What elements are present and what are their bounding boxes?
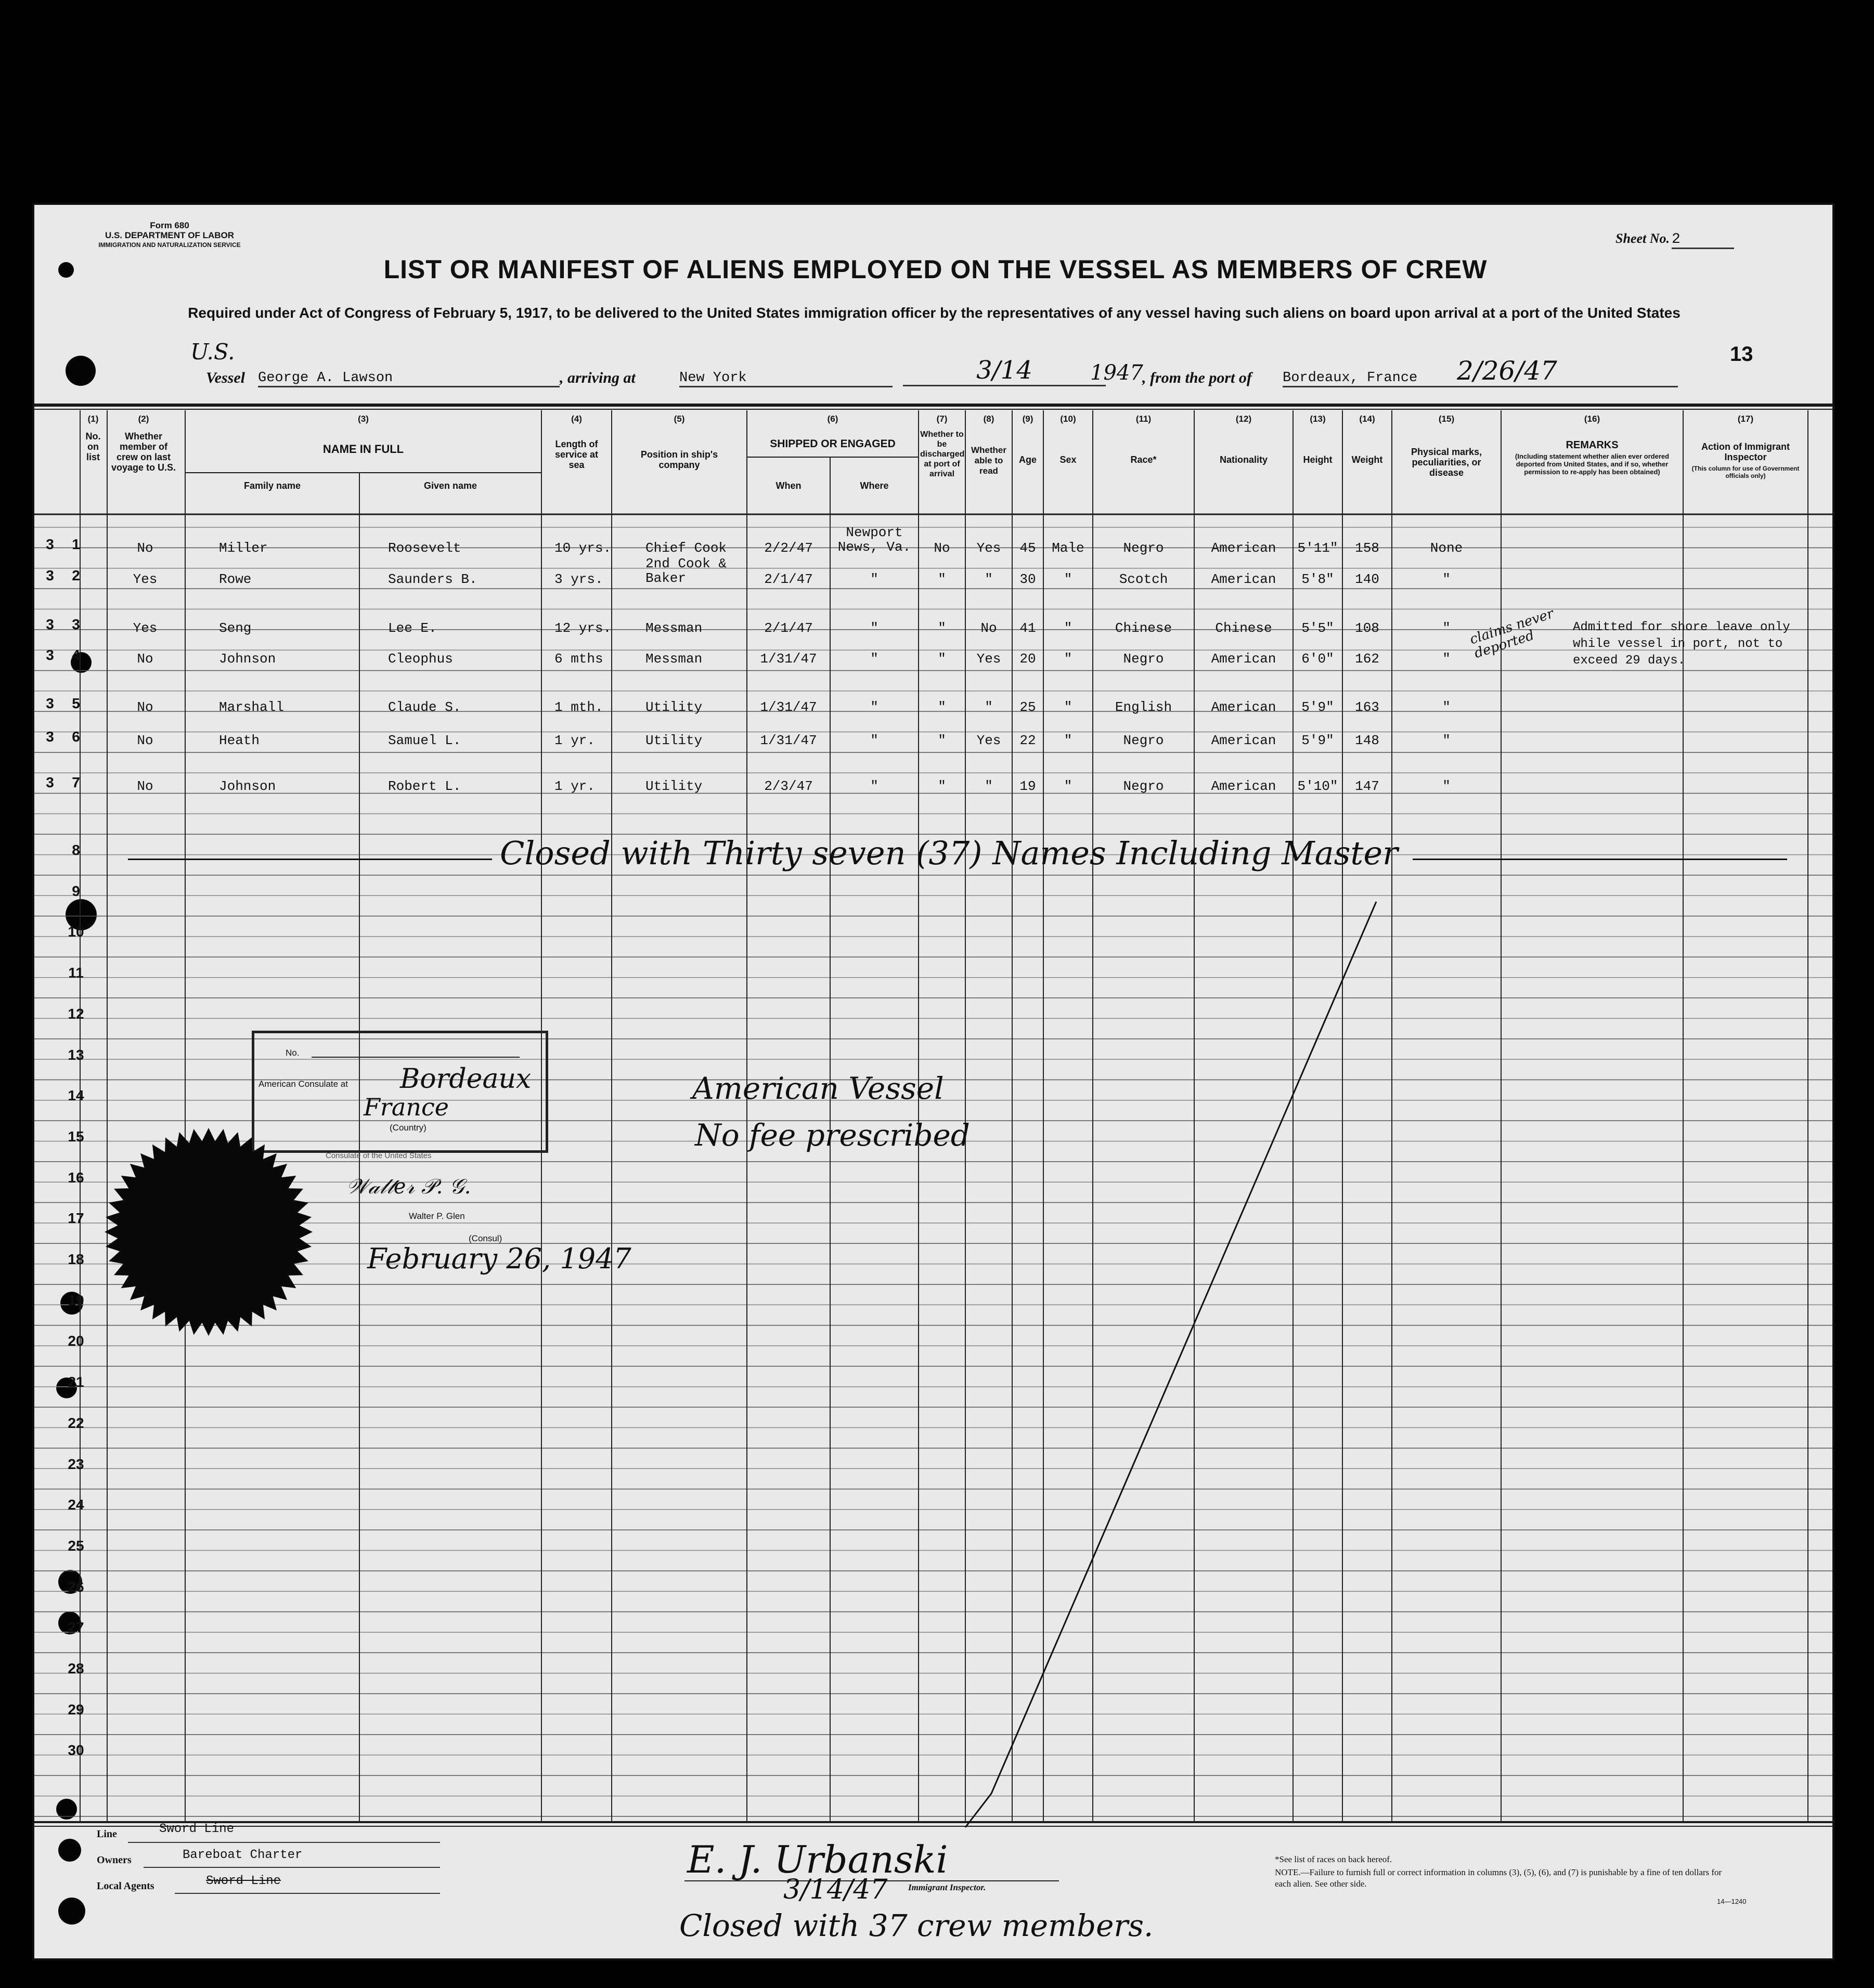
cell-discharged: " (938, 571, 946, 587)
cell-when: 2/2/47 (764, 540, 813, 556)
cell-height: 5'9" (1301, 699, 1334, 715)
cell-race: Negro (1123, 540, 1164, 556)
row-number: 14 (68, 1087, 84, 1104)
closed-annotation: Closed with Thirty seven (37) Names Including Master (500, 834, 1398, 872)
cell-height: 5'8" (1301, 571, 1334, 587)
col-5-number: (5) (674, 414, 685, 424)
cell-service: 1 mth. (554, 699, 603, 715)
cell-marks: " (1442, 651, 1451, 667)
cell-marks: " (1442, 571, 1451, 587)
page-subtitle: Required under Act of Congress of February 5, 1917, to be delivered to the United States immigration officer by the representatives of any vessel having such aliens on board upon arrival at a port of the United States (188, 305, 1681, 321)
cell-discharged: " (938, 733, 946, 748)
cell-height: 5'5" (1301, 620, 1334, 636)
col-7-number: (7) (936, 414, 948, 424)
cell-discharged: " (938, 651, 946, 667)
cell-where: Newport News, Va. (837, 525, 911, 555)
cell-position: Messman (645, 651, 703, 667)
cell-position: Utility (645, 699, 703, 715)
row-line-prefix: 3 (46, 729, 54, 745)
col-17-number: (17) (1737, 414, 1754, 424)
stamp-consulate-label: American Consulate at (259, 1079, 348, 1089)
cell-family: Miller (219, 540, 268, 556)
cell-discharged: " (938, 699, 946, 715)
cell-family: Marshall (219, 699, 284, 715)
closed-crew-note: Closed with 37 crew members. (679, 1908, 1154, 1943)
cell-service: 3 yrs. (554, 571, 603, 587)
cell-when: 2/1/47 (764, 571, 813, 587)
col-15-header: Physical marks, peculiarities, or disease (1411, 447, 1482, 478)
cell-position: Chief Cook (645, 540, 727, 556)
stamp-country: France (364, 1093, 449, 1121)
agents-rule (175, 1893, 440, 1894)
cell-weight: 162 (1355, 651, 1379, 667)
stamp-no-label: No. (286, 1048, 300, 1058)
cell-height: 5'10" (1297, 778, 1338, 794)
cell-nationality: American (1211, 540, 1276, 556)
col-1-header: No. on list (85, 431, 101, 462)
cell-weight: 108 (1355, 620, 1379, 636)
cell-family: Seng (219, 620, 252, 636)
cell-prior: No (137, 540, 153, 556)
cell-read: Yes (976, 733, 1001, 748)
cell-read: Yes (976, 540, 1001, 556)
cell-service: 6 mths (554, 651, 603, 667)
cell-when: 1/31/47 (760, 651, 817, 667)
consul-signature: 𝒲𝒶𝓁𝓉𝑒𝓇 𝒫. 𝒢. (346, 1175, 471, 1199)
row-number: 8 (72, 842, 80, 858)
row-number: 19 (68, 1292, 84, 1308)
col-16-number: (16) (1584, 414, 1600, 424)
row-line-prefix: 3 (46, 647, 54, 663)
cell-discharged: " (938, 778, 946, 794)
stamp-city: Bordeaux (400, 1063, 532, 1095)
cell-service: 10 yrs. (554, 540, 612, 556)
row-line-prefix: 3 (46, 567, 54, 583)
arrival-date: 3/14 (903, 356, 1106, 386)
row-number: 2 (72, 567, 80, 583)
family-name-header: Family name (243, 480, 301, 491)
vessel-label: Vessel (206, 369, 245, 386)
departure-date: 2/26/47 (1457, 356, 1557, 386)
col-13-header: Height (1303, 454, 1333, 465)
row-number: 24 (68, 1497, 84, 1513)
row-line-prefix: 3 (46, 695, 54, 711)
col-14-number: (14) (1359, 414, 1375, 424)
row-number: 29 (68, 1701, 84, 1718)
row-number: 25 (68, 1537, 84, 1554)
closed-rule-left (128, 859, 492, 860)
penalty-note: NOTE.—Failure to furnish full or correct information in columns (3), (5), (6), and (7) is punishable by a fine of ten dollars for each alien. See other side. (1275, 1867, 1722, 1889)
row-line-prefix: 3 (46, 536, 54, 552)
claims-note: claims never deported (1468, 606, 1556, 662)
row-number: 26 (68, 1578, 84, 1595)
stamp-no-rule (312, 1057, 520, 1058)
cell-height: 6'0" (1301, 651, 1334, 667)
col-11-header: Race* (1130, 454, 1157, 465)
col-10-header: Sex (1059, 454, 1077, 465)
row-number: 11 (68, 965, 84, 981)
cell-marks: " (1442, 620, 1451, 636)
cell-sex: Male (1052, 540, 1084, 556)
cell-nationality: American (1211, 651, 1276, 667)
cell-family: Johnson (219, 651, 276, 667)
cell-read: " (985, 699, 993, 715)
consulate-stamp (252, 1031, 548, 1153)
cell-given: Claude S. (388, 699, 461, 715)
cell-weight: 140 (1355, 571, 1379, 587)
cell-marks: " (1442, 699, 1451, 715)
row-number: 20 (68, 1333, 84, 1349)
cell-when: 1/31/47 (760, 733, 817, 748)
col-17-header: Action of Immigrant Inspector (1701, 441, 1790, 462)
row-number: 28 (68, 1660, 84, 1677)
cell-where: " (870, 733, 878, 748)
col-7-header: Whether to be discharged at port of arrival (920, 430, 965, 478)
cell-sex: " (1064, 651, 1072, 667)
cell-read: Yes (976, 651, 1001, 667)
inspector-label: Immigrant Inspector. (908, 1882, 986, 1892)
col-15-number: (15) (1438, 414, 1455, 424)
col-8-header: Whether able to read (971, 445, 1006, 476)
row-number: 6 (72, 729, 80, 745)
cell-age: 20 (1019, 651, 1036, 667)
cell-position: Messman (645, 620, 703, 636)
col-6-number: (6) (827, 414, 838, 424)
page-title: LIST OR MANIFEST OF ALIENS EMPLOYED ON THE VESSEL AS MEMBERS OF CREW (383, 255, 1488, 284)
cell-service: 1 yr. (554, 733, 596, 748)
cell-marks: " (1442, 733, 1451, 748)
cell-where: " (870, 620, 878, 636)
col-4-header: Length of service at sea (554, 439, 599, 470)
cell-given: Robert L. (388, 778, 461, 794)
cell-nationality: American (1211, 778, 1276, 794)
cell-prior: Yes (133, 620, 158, 636)
row-line-prefix: 3 (46, 774, 54, 790)
col-16-note: (Including statement whether alien ever ordered deported from United States, and if so, whether permission to re-apply has been obtained) (1515, 452, 1670, 476)
cell-weight: 158 (1355, 540, 1379, 556)
row-number: 15 (68, 1128, 84, 1145)
row-number: 1 (72, 536, 80, 552)
line-rule (128, 1842, 440, 1843)
cell-prior: No (137, 699, 153, 715)
cell-race: Negro (1123, 778, 1164, 794)
cell-weight: 163 (1355, 699, 1379, 715)
col-2-number: (2) (138, 414, 149, 424)
us-note: U.S. (190, 339, 235, 365)
row-number: 7 (72, 774, 80, 790)
from-port: Bordeaux, France (1283, 370, 1678, 387)
cell-weight: 148 (1355, 733, 1379, 748)
cell-service: 1 yr. (554, 778, 596, 794)
manifest-sheet (32, 203, 1834, 1960)
col-9-header: Age (1018, 454, 1037, 465)
col-5-header: Position in ship's company (640, 449, 718, 470)
row-number: 30 (68, 1742, 84, 1759)
cell-when: 2/1/47 (764, 620, 813, 636)
sheet-value: 2 (1672, 231, 1734, 249)
arriving-label: , arriving at (560, 369, 636, 386)
cell-sex: " (1064, 778, 1072, 794)
row-number: 16 (68, 1169, 84, 1186)
agents-label: Local Agents (97, 1880, 154, 1892)
col-16-header: REMARKS (1566, 439, 1619, 451)
vessel-name: George A. Lawson (258, 370, 560, 387)
cell-where: " (870, 778, 878, 794)
department-name: U.S. DEPARTMENT OF LABOR (105, 230, 235, 240)
row-number: 10 (68, 924, 84, 940)
cell-race: English (1115, 699, 1172, 715)
col-17-note: (This column for use of Government officials only) (1691, 465, 1800, 479)
cell-age: 25 (1019, 699, 1036, 715)
cell-marks: None (1430, 540, 1463, 556)
cell-weight: 147 (1355, 778, 1379, 794)
cell-race: Chinese (1115, 620, 1172, 636)
no-fee-note: No fee prescribed (695, 1118, 970, 1153)
col-14-header: Weight (1351, 454, 1383, 465)
cell-age: 22 (1019, 733, 1036, 748)
row-number: 5 (72, 695, 80, 711)
stamp-seal-text: Consulate of the United States (326, 1151, 432, 1160)
cell-read: No (980, 620, 997, 636)
consul-signer-name: Walter P. Glen (409, 1211, 465, 1221)
sheet-label: Sheet No. (1615, 231, 1670, 246)
cell-sex: " (1064, 571, 1072, 587)
cell-when: 1/31/47 (760, 699, 817, 715)
row-3-remarks: Admitted for shore leave only while vessel in port, not to exceed 29 days. (1573, 620, 1790, 668)
col-3-header: NAME IN FULL (322, 443, 404, 456)
cell-family: Johnson (219, 778, 276, 794)
where-header: Where (860, 480, 889, 491)
given-name-header: Given name (423, 480, 477, 491)
cell-height: 5'9" (1301, 733, 1334, 748)
races-note: *See list of races on back hereof. (1275, 1854, 1392, 1864)
consul-date: February 26, 1947 (367, 1242, 631, 1275)
col-9-number: (9) (1022, 414, 1033, 424)
row-number: 22 (68, 1414, 84, 1431)
closed-rule-right (1413, 859, 1787, 860)
cell-age: 45 (1019, 540, 1036, 556)
cell-discharged: No (934, 540, 950, 556)
row-number: 17 (68, 1210, 84, 1227)
owners-label: Owners (97, 1854, 132, 1866)
cell-position: Utility (645, 778, 703, 794)
owners-value: Bareboat Charter (183, 1848, 303, 1862)
cell-nationality: American (1211, 571, 1276, 587)
cell-sex: " (1064, 620, 1072, 636)
col-13-number: (13) (1310, 414, 1326, 424)
col-8-number: (8) (983, 414, 994, 424)
row-number: 21 (68, 1374, 84, 1391)
print-code: 14—1240 (1717, 1898, 1747, 1905)
cell-prior: No (137, 733, 153, 748)
cell-read: " (985, 571, 993, 587)
inspector-signature: E. J. Urbanski (687, 1838, 948, 1881)
cell-prior: No (137, 778, 153, 794)
cell-family: Heath (219, 733, 260, 748)
col-1-number: (1) (87, 414, 99, 424)
cell-where: " (870, 571, 878, 587)
row-number: 13 (68, 1046, 84, 1063)
cell-where: " (870, 699, 878, 715)
col-12-header: Nationality (1219, 454, 1268, 465)
cell-given: Roosevelt (388, 540, 461, 556)
when-header: When (776, 480, 802, 491)
cell-age: 19 (1019, 778, 1036, 794)
row-number: 4 (72, 647, 80, 663)
cell-nationality: American (1211, 699, 1276, 715)
page-number: 13 (1730, 343, 1753, 366)
col-11-number: (11) (1135, 414, 1152, 424)
row-number: 12 (68, 1005, 84, 1022)
arriving-port: New York (679, 370, 893, 387)
cell-race: Negro (1123, 651, 1164, 667)
cell-given: Lee E. (388, 620, 437, 636)
cell-age: 30 (1019, 571, 1036, 587)
cell-service: 12 yrs. (554, 620, 612, 636)
col-4-number: (4) (571, 414, 582, 424)
agents-value: Sword Line (206, 1874, 281, 1888)
cell-given: Cleophus (388, 651, 453, 667)
row-number: 3 (72, 616, 80, 632)
cell-nationality: American (1211, 733, 1276, 748)
cell-race: Negro (1123, 733, 1164, 748)
cell-where: " (870, 651, 878, 667)
form-number: Form 680 (150, 220, 189, 230)
cell-sex: " (1064, 699, 1072, 715)
row-number: 18 (68, 1251, 84, 1267)
col-10-number: (10) (1060, 414, 1076, 424)
cell-sex: " (1064, 733, 1072, 748)
from-label: , from the port of (1142, 369, 1252, 386)
cell-height: 5'11" (1297, 540, 1338, 556)
cell-when: 2/3/47 (764, 778, 813, 794)
line-label: Line (97, 1828, 117, 1840)
row-number: 9 (72, 882, 80, 899)
cell-discharged: " (938, 620, 946, 636)
cell-marks: " (1442, 778, 1451, 794)
consul-label: (Consul) (469, 1233, 502, 1243)
row-line-prefix: 3 (46, 616, 54, 632)
cell-read: " (985, 778, 993, 794)
cell-nationality: Chinese (1215, 620, 1272, 636)
cell-position: 2nd Cook & Baker (645, 556, 727, 586)
cell-given: Samuel L. (388, 733, 461, 748)
col-3-number: (3) (358, 414, 369, 424)
cell-age: 41 (1019, 620, 1036, 636)
col-12-number: (12) (1235, 414, 1252, 424)
stamp-country-label: (Country) (390, 1123, 427, 1133)
col-2-header: Whether member of crew on last voyage to U.S. (111, 431, 176, 473)
inspector-date: 3/14/47 (783, 1874, 888, 1905)
cell-given: Saunders B. (388, 571, 477, 587)
line-value: Sword Line (159, 1822, 235, 1836)
cell-family: Rowe (219, 571, 252, 587)
row-number: 27 (68, 1619, 84, 1636)
service-name: IMMIGRATION AND NATURALIZATION SERVICE (98, 241, 241, 249)
owners-rule (144, 1867, 440, 1868)
row-number: 23 (68, 1456, 84, 1472)
arrival-year: 1947 (1090, 361, 1143, 385)
cell-prior: Yes (133, 571, 158, 587)
col-6-header: SHIPPED OR ENGAGED (770, 438, 896, 450)
cell-race: Scotch (1119, 571, 1168, 587)
cell-prior: No (137, 651, 153, 667)
american-vessel-note: American Vessel (692, 1071, 944, 1106)
cell-position: Utility (645, 733, 703, 748)
